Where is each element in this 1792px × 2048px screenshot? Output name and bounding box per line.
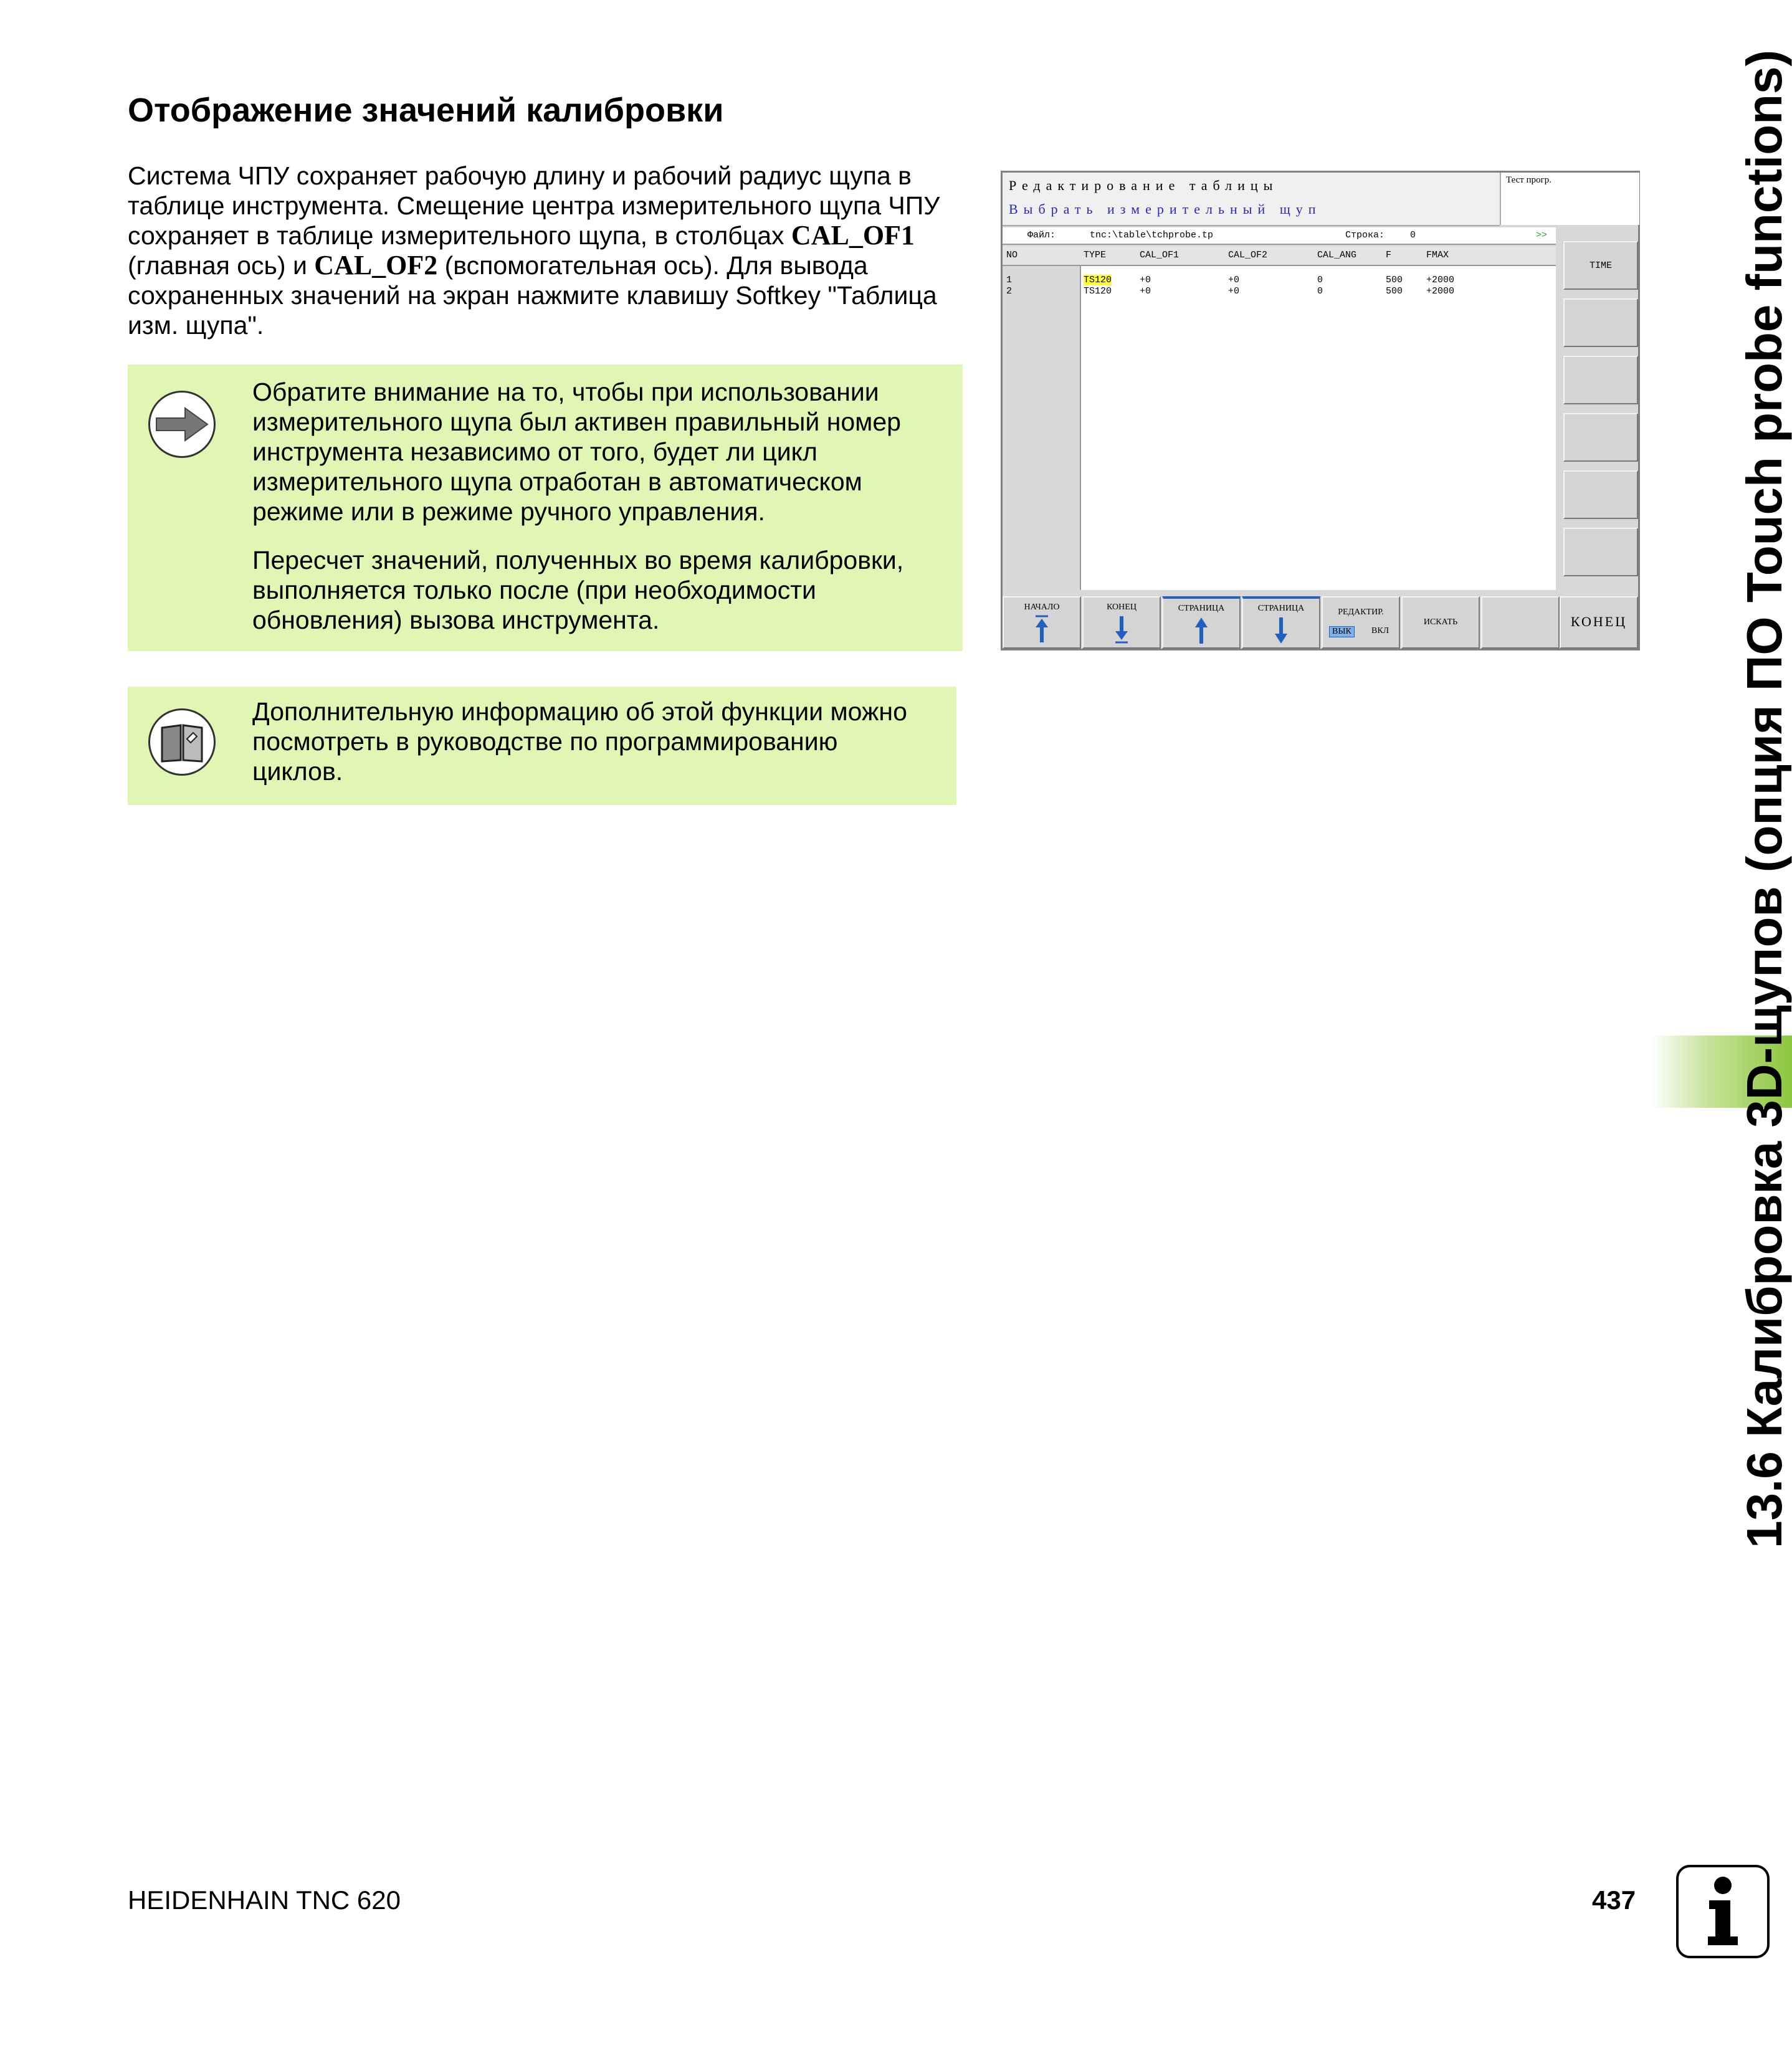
arrow-down-icon [1274,616,1289,645]
cnc-mode-label: Тест прогр. [1506,175,1552,185]
softkey-search-label: ИСКАТЬ [1423,617,1458,627]
softkey-side-5[interactable] [1563,470,1638,519]
file-label: Файл: [1027,230,1056,241]
chapter-title: 13.6 Калибровка 3D-щупов (опция ПО Touch probe functions) [1737,49,1792,1548]
softkey-edit-label: РЕДАКТИР. [1338,607,1384,617]
section-heading: Отображение значений калибровки [128,92,724,129]
softkey-end-label: КОНЕЦ [1107,602,1137,612]
cell-cal-ang: 0 [1317,286,1323,297]
cnc-header [1003,173,1500,226]
cnc-title: Редактирование таблицы [1009,178,1279,193]
no-column [1003,266,1081,590]
softkey-bar [1003,596,1638,649]
edit-off-toggle: ВЫК [1329,626,1355,637]
cell-no: 1 [1006,275,1013,285]
manual-book-icon [148,708,216,776]
intro-text-3: (вспомогательная ось). Для вывода сохраненных значений на экран нажмите клавишу Softkey "Таблица изм. щупа". [128,251,937,340]
softkey-search[interactable] [1401,596,1480,649]
table-header [1003,246,1556,266]
note-text-1: Обратите внимание на то, чтобы при использовании измерительного щупа был активен правильный номер инструмента независимо от того, будет ли цикл измерительного щупа отработан в автоматическом режиме или в режиме ручного управления. [252,378,901,526]
col-fmax: FMAX [1426,250,1449,260]
table-row[interactable] [1003,275,1556,286]
arrow-down-to-bottom-icon [1114,615,1129,644]
softkey-edit[interactable] [1322,596,1400,649]
arrow-up-icon [1194,616,1209,645]
cell-type: TS120 [1084,286,1112,297]
code-cal-of2: CAL_OF2 [314,250,438,280]
intro-text-2: (главная ось) и [128,251,315,280]
footer-product: HEIDENHAIN TNC 620 [128,1885,401,1915]
note-box-manual [128,687,956,805]
softkey-side-6[interactable] [1563,528,1638,576]
cell-cal-of2: +0 [1228,286,1240,297]
softkey-page-down-label: СТРАНИЦА [1257,604,1305,613]
col-f: F [1386,250,1392,260]
info-icon [1676,1865,1770,1958]
softkey-side-2[interactable] [1563,298,1638,347]
cell-cal-of1: +0 [1140,286,1151,297]
side-softkeys [1560,241,1638,590]
softkey-page-up-label: СТРАНИЦА [1178,604,1225,613]
edit-on-toggle: ВКЛ [1371,626,1389,636]
page-number: 437 [1592,1885,1636,1915]
col-cal-of1: CAL_OF1 [1140,250,1180,260]
note-text-manual: Дополнительную информацию об этой функции можно посмотреть в руководстве по программированию циклов. [252,697,907,786]
cell-no: 2 [1006,286,1013,297]
cell-cal-of2: +0 [1228,275,1240,285]
line-label: Строка: [1345,230,1385,241]
softkey-side-3[interactable] [1563,356,1638,404]
cnc-screenshot [1001,171,1640,650]
cnc-filebar [1003,227,1556,245]
line-value: 0 [1410,230,1416,241]
softkey-page-up[interactable] [1162,596,1241,649]
softkey-page-down[interactable] [1242,596,1320,649]
softkey-begin-label: НАЧАЛО [1024,602,1060,612]
cell-fmax: +2000 [1426,286,1455,297]
code-cal-of1: CAL_OF1 [791,220,915,250]
col-no: NO [1006,250,1018,260]
softkey-begin[interactable] [1003,596,1081,649]
table-body [1081,266,1556,590]
softkey-side-4[interactable] [1563,413,1638,462]
col-cal-ang: CAL_ANG [1317,250,1357,260]
col-type: TYPE [1084,250,1107,260]
arrow-up-to-top-icon [1034,615,1049,644]
softkey-empty[interactable] [1481,596,1560,649]
cnc-subtitle: Выбрать измерительный щуп [1009,201,1322,217]
cell-fmax: +2000 [1426,275,1455,285]
more-indicator: >> [1536,230,1548,241]
cell-cal-ang: 0 [1317,275,1323,285]
cell-f: 500 [1386,286,1403,297]
col-cal-of2: CAL_OF2 [1228,250,1268,260]
intro-paragraph [128,161,963,340]
cell-cal-of1: +0 [1140,275,1151,285]
cnc-mode [1500,173,1639,225]
note-box-attention [128,364,963,651]
intro-text-1: Система ЧПУ сохраняет рабочую длину и рабочий радиус щупа в таблице инструмента. Смещение центра измерительного щупа ЧПУ сохраняет в таблице измерительного щупа, в столбцах [128,161,940,250]
softkey-exit-label: КОНЕЦ [1570,614,1628,629]
softkey-time[interactable]: TIME [1563,241,1638,290]
softkey-exit[interactable] [1560,596,1638,649]
cell-type: TS120 [1084,275,1112,285]
note-text-2: Пересчет значений, полученных во время калибровки, выполняется только после (при необходимости обновления) вызова инструмента. [252,546,904,634]
arrow-right-icon [148,391,216,458]
cell-f: 500 [1386,275,1403,285]
softkey-end[interactable] [1082,596,1161,649]
table-row[interactable] [1003,286,1556,297]
file-path: tnc:\table\tchprobe.tp [1090,230,1214,241]
